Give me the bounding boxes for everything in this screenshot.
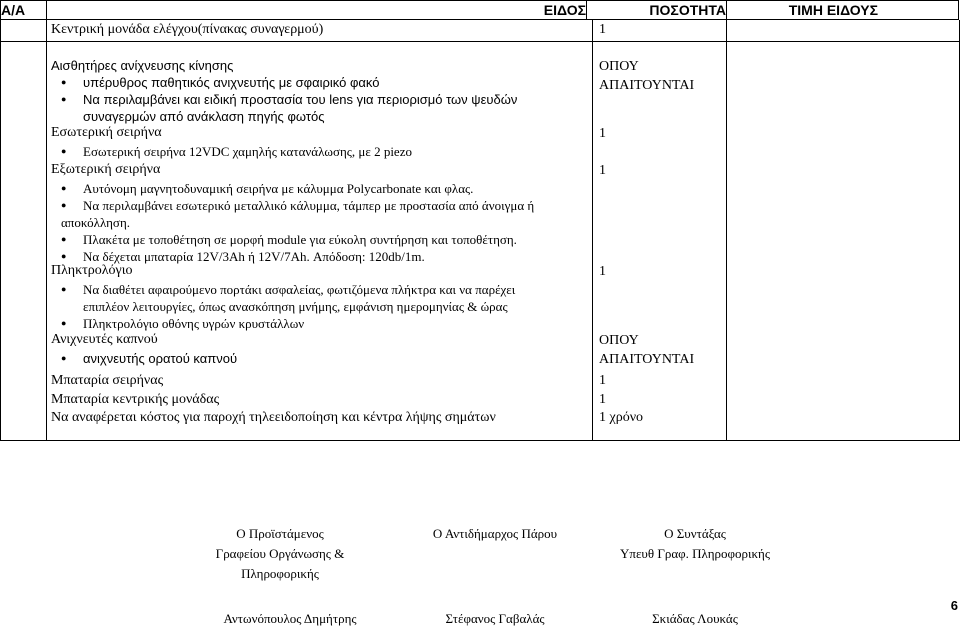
panel-desc: Κεντρική μονάδα ελέγχου(πίνακας συναγερμού) [51, 22, 324, 37]
keypad-qty: 1 [599, 264, 606, 279]
header-item: ΕΙΔΟΣ [47, 1, 587, 20]
smoke-qty-2: ΑΠΑΙΤΟΥΝΤΑΙ [599, 352, 695, 367]
indoor-siren-title: Εσωτερική σειρήνα [51, 125, 162, 140]
keypad-title: Πληκτρολόγιο [51, 263, 133, 278]
sig-left-line3: Πληροφορικής [241, 566, 319, 581]
keypad-bullet-1-cont: επιπλέον λειτουργίες, όπως ανασκόπηση μνήμης, εμφάνιση ημερομηνίας & ώρας [83, 299, 508, 314]
panel-qty: 1 [599, 22, 606, 37]
sensors-bullet-1: ● υπέρυθρος παθητικός ανιχνευτής με σφαιρικό φακό [51, 74, 591, 91]
row-panel [1, 20, 959, 42]
outdoor-siren-bullet-1: ● Αυτόνομη μαγνητοδυναμική σειρήνα με κάλυμμα Polycarbonate και φλας. [51, 180, 591, 197]
header-quantity: ΠΟΣΟΤΗΤΑ [587, 1, 727, 20]
sensors-title: Αισθητήρες ανίχνευσης κίνησης [51, 58, 234, 73]
col-divider-3 [726, 20, 727, 440]
outdoor-siren-qty: 1 [599, 163, 606, 178]
signature-middle [405, 524, 585, 544]
outdoor-siren-bullet-2: ● Να περιλαμβάνει εσωτερικό μεταλλικό κάλυμμα, τάμπερ με προστασία από άνοιγμα ή [51, 197, 591, 214]
monitoring-desc: Να αναφέρεται κόστος για παροχή τηλεειδοποίηση και κέντρα λήψης σημάτων [51, 410, 496, 425]
monitoring-qty: 1 χρόνο [599, 410, 644, 425]
signature-right-name: Σκιάδας Λουκάς [652, 611, 738, 626]
smoke-bullet-1: ● ανιχνευτής ορατού καπνού [51, 350, 591, 367]
signature-middle-name: Στέφανος Γαβαλάς [445, 611, 545, 626]
keypad-bullet-1: ● Να διαθέτει αφαιρούμενο πορτάκι ασφαλείας, φωτιζόμενα πλήκτρα και να παρέχει [51, 281, 591, 298]
signature-right [600, 524, 790, 564]
indoor-siren-qty: 1 [599, 126, 606, 141]
panel-battery-desc: Μπαταρία κεντρικής μονάδας [51, 392, 220, 407]
sig-right-line2: Υπευθ Γραφ. Πληροφορικής [620, 546, 770, 561]
col-divider-2 [592, 20, 593, 440]
keypad-bullet-2: ● Πληκτρολόγιο οθόνης υγρών κρυστάλλων [51, 315, 591, 332]
table-header-row [1, 1, 959, 20]
siren-battery-desc: Μπαταρία σειρήνας [51, 373, 164, 388]
sensors-bullet-2: ● Να περιλαμβάνει και ειδική προστασία του lens για περιορισμό των ψευδών [51, 91, 591, 108]
sig-middle-line1: Ο Αντιδήμαρχος Πάρου [432, 526, 558, 541]
siren-battery-qty: 1 [599, 373, 606, 388]
col-divider-1 [46, 20, 47, 440]
sig-left-line2: Γραφείου Οργάνωσης & [215, 546, 345, 561]
header-unit-price: ΤΙΜΗ ΕΙΔΟΥΣ [727, 1, 959, 20]
sig-left-line1: Ο Προϊστάμενος [236, 526, 324, 541]
sig-right-line1: Ο Συντάξας [664, 526, 726, 541]
outdoor-siren-bullet-4: ● Να δέχεται μπαταρία 12V/3Ah ή 12V/7Ah. Απόδοση: 120db/1m. [51, 248, 591, 265]
header-aa: Α/Α [1, 1, 47, 20]
page-number: 6 [950, 598, 958, 613]
sensors-qty-2: ΑΠΑΙΤΟΥΝΤΑΙ [599, 78, 695, 93]
sensors-qty-1: ΟΠΟΥ [599, 59, 639, 74]
signature-left-name: Αντωνόπουλος Δημήτρης [223, 611, 357, 626]
outdoor-siren-bullet-2-cont: αποκόλληση. [61, 215, 130, 230]
smoke-title: Ανιχνευτές καπνού [51, 332, 158, 347]
outdoor-siren-title: Εξωτερική σειρήνα [51, 162, 161, 177]
panel-battery-qty: 1 [599, 392, 606, 407]
table-body [0, 20, 960, 441]
sensors-bullet-2-cont: συναγερμών από ανάκλαση πηγής φωτός [83, 109, 325, 124]
smoke-qty-1: ΟΠΟΥ [599, 333, 639, 348]
indoor-siren-bullet-1: ● Εσωτερική σειρήνα 12VDC χαμηλής κατανάλωσης, με 2 piezo [51, 143, 591, 160]
signature-left [190, 524, 370, 584]
spec-table [0, 0, 959, 20]
outdoor-siren-bullet-3: ● Πλακέτα με τοποθέτηση σε μορφή module για εύκολη συντήρηση και τοποθέτηση. [51, 231, 591, 248]
